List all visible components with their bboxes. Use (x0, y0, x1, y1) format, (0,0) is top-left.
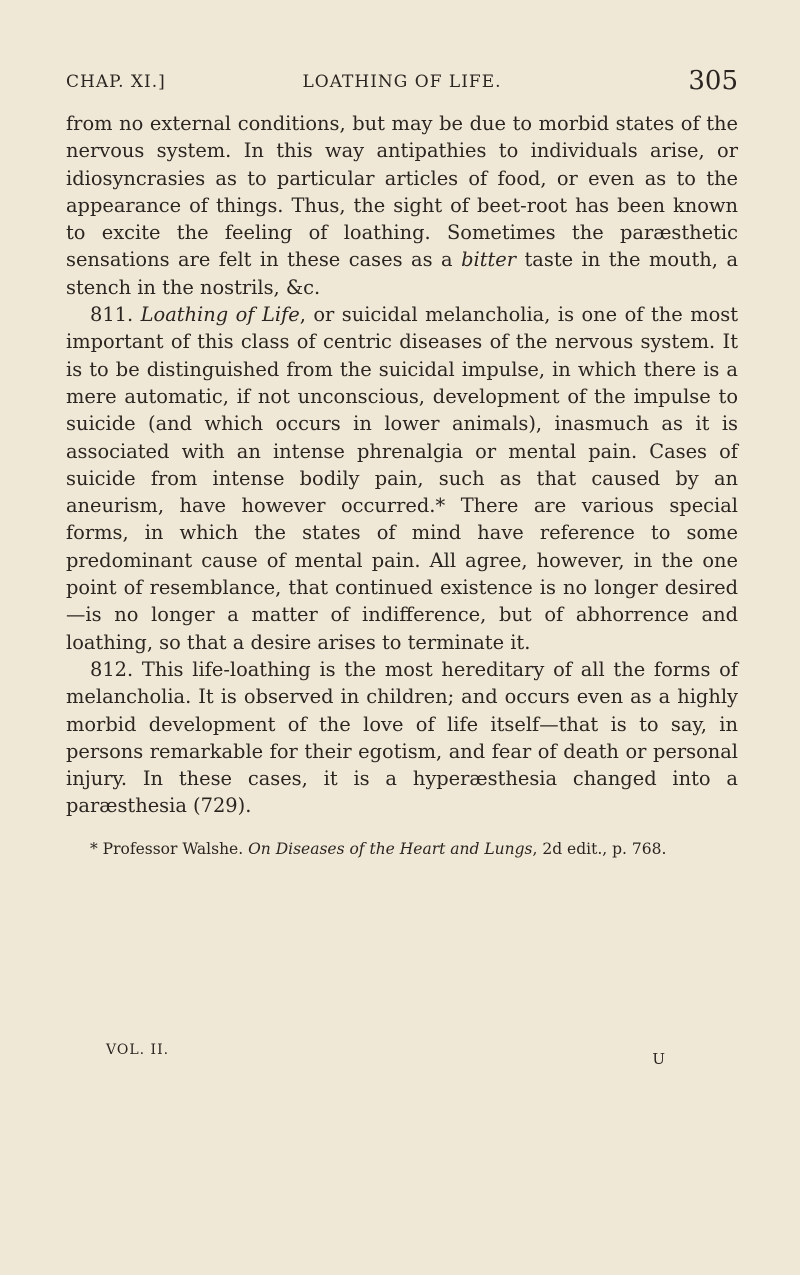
footnote-text-span: * Professor Walshe. (90, 840, 249, 858)
paragraph-811 (66, 301, 738, 656)
signature-mark: U (652, 1050, 666, 1068)
p-812-text-span: 812. This life-loathing is the most hereditary of all the forms of melancholia. It is observed in children; and occurs even as a highly morbid development of the love of life itself—that is to say, in persons remarkable for their egotism, and fear of death or personal injury. In these cases, it is a hyperæsthesia changed into a paræsthesia (729). (66, 657, 738, 818)
page-number: 305 (688, 66, 738, 96)
p-811-text-span: 811. (90, 303, 141, 327)
running-header (66, 66, 738, 100)
footnote-text-span: , 2d edit., p. 768. (532, 840, 667, 858)
paragraph-continued (66, 110, 738, 301)
chapter-label: CHAP. XI.] (66, 72, 166, 92)
p-continued-text-span: from no external conditions, but may be due to morbid states of the nervous system. In this way antipathies to individuals arise, or idiosyncrasies as to particular articles of food, or even as to the appearance of things. Thus, the sight of beet-root has been known to excite the feeling of loathing. Sometimes the paræsthetic sensations are felt in these cases as a (66, 112, 738, 272)
p-811-italic-span: Loathing of Life (140, 303, 300, 327)
body-text (66, 110, 738, 820)
volume-label: VOL. II. (106, 1042, 170, 1058)
p-811-text-span: , or suicidal melancholia, is one of the most important of this class of centric diseases of the nervous system. It is to be distinguished from the suicidal impulse, in which there is a mere automatic, if not unconscious, development of the impulse to suicide (and which occurs in lower animals), inasmuch as it is associated with an intense phrenalgia or mental pain. Cases of suicide from intense bodily pain, such as that caused by an aneurism, have however occurred.* There are various special forms, in which the states of mind have reference to some predominant cause of mental pain. All agree, however, in the one point of resemblance, that continued existence is no longer desired—is no longer a matter of indifference, but of abhorrence and loathing, so that a desire arises to terminate it. (66, 303, 738, 654)
footnote (66, 838, 738, 860)
paragraph-812 (66, 656, 738, 820)
page-footer (66, 1042, 738, 1072)
footnote-text (66, 838, 738, 860)
p-continued-italic-span: bitter (461, 248, 517, 272)
footnote-italic-span: On Diseases of the Heart and Lungs (248, 840, 533, 858)
p-continued-text-span: taste in the mouth, a stench in the nostrils, &c. (66, 248, 739, 299)
running-title: LOATHING OF LIFE. (302, 72, 502, 92)
